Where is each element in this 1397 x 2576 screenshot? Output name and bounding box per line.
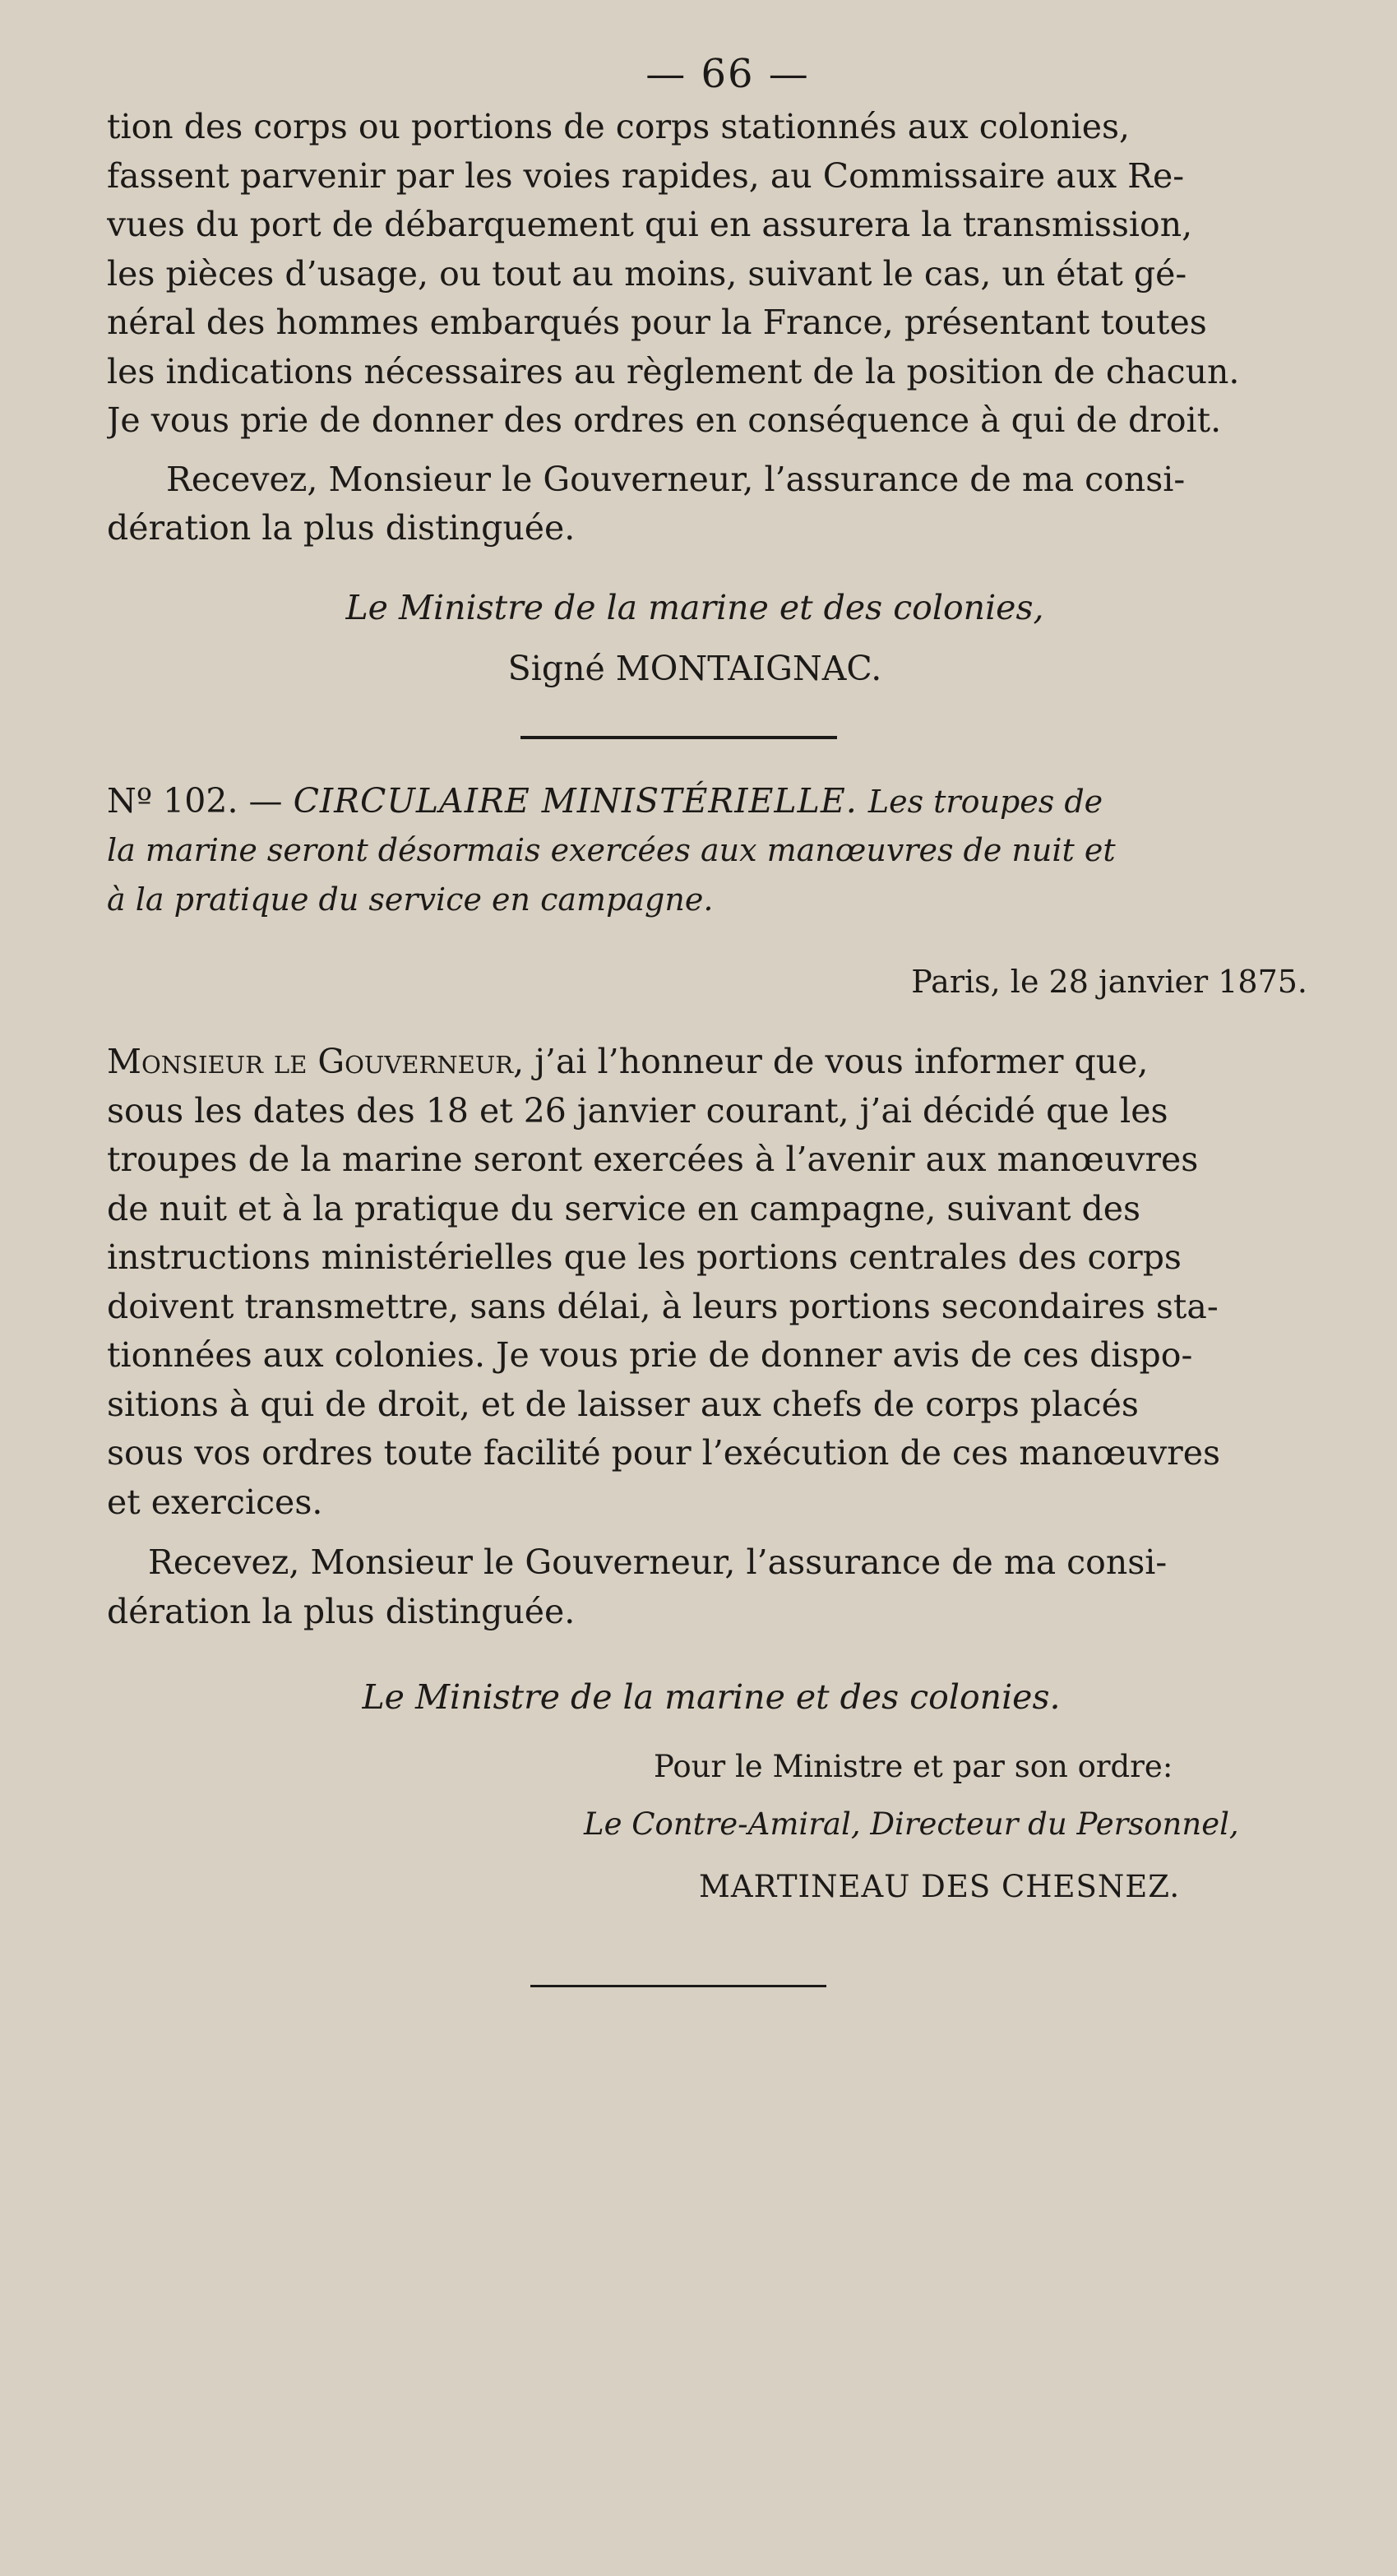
page-number: — 66 — bbox=[645, 51, 810, 97]
text-line: dération la plus distinguée. bbox=[107, 1591, 576, 1631]
dateline: Paris, le 28 janvier 1875. bbox=[911, 964, 1307, 1000]
text-line: néral des hommes embarqués pour la France, présentant toutes bbox=[107, 303, 1207, 342]
text-line: fassent parvenir par les voies rapides, au Commissaire aux Re- bbox=[107, 155, 1185, 196]
signature-order: Pour le Ministre et par son ordre: bbox=[654, 1749, 1173, 1784]
text-line: tion des corps ou portions de corps stationnés aux colonies, bbox=[107, 107, 1131, 146]
closing-paragraph bbox=[107, 1538, 1348, 1636]
signature-rank: Le Contre-Amiral, Directeur du Personnel, bbox=[584, 1806, 1239, 1842]
text-line: sous les dates des 18 et 26 janvier courant, j’ai décidé que les bbox=[107, 1090, 1168, 1131]
text-line: Je vous prie de donner des ordres en conséquence à qui de droit. bbox=[107, 400, 1222, 440]
text-line: Recevez, Monsieur le Gouverneur, l’assurance de ma consi- bbox=[166, 459, 1186, 499]
summary-line: à la pratique du service en campagne. bbox=[107, 881, 714, 918]
text-line: les indications nécessaires au règlement de la position de chacun. bbox=[107, 351, 1240, 391]
document-page bbox=[107, 45, 1348, 1987]
text-line: j’ai l’honneur de vous informer que, bbox=[534, 1042, 1149, 1081]
section-divider bbox=[530, 1985, 826, 1987]
text-line: sitions à qui de droit, et de laisser aux chefs de corps placés bbox=[107, 1384, 1139, 1424]
salutation: Monsieur le Gouverneur, bbox=[107, 1042, 525, 1081]
text-line: et exercices. bbox=[107, 1482, 323, 1522]
text-line: tionnées aux colonies. Je vous prie de donner avis de ces dispo- bbox=[107, 1335, 1193, 1375]
circular-number: Nº 102. — bbox=[107, 780, 283, 821]
text-line: Recevez, Monsieur le Gouverneur, l’assurance de ma consi- bbox=[148, 1542, 1168, 1582]
closing-paragraph bbox=[107, 456, 1348, 553]
continuation-paragraph bbox=[107, 103, 1348, 446]
text-line: vues du port de débarquement qui en assurera la transmission, bbox=[107, 205, 1193, 244]
signature-name: Signé MONTAIGNAC. bbox=[507, 648, 882, 688]
text-line: de nuit et à la pratique du service en campagne, suivant des bbox=[107, 1188, 1141, 1228]
text-line: instructions ministérielles que les portions centrales des corps bbox=[107, 1237, 1182, 1277]
signature-title: Le Ministre de la marine et des colonies. bbox=[362, 1677, 1061, 1717]
text-line: les pièces d’usage, ou tout au moins, suivant le cas, un état gé- bbox=[107, 253, 1187, 294]
circular-body bbox=[107, 1038, 1348, 1527]
signature-title: Le Ministre de la marine et des colonies, bbox=[345, 587, 1044, 627]
summary-line: Les troupes de bbox=[867, 783, 1103, 820]
section-divider bbox=[520, 736, 837, 739]
text-line: doivent transmettre, sans délai, à leurs portions secondaires sta- bbox=[107, 1286, 1219, 1326]
text-line: dération la plus distinguée. bbox=[107, 508, 576, 548]
circular-heading bbox=[107, 777, 1348, 925]
summary-line: la marine seront désormais exercées aux manœuvres de nuit et bbox=[107, 832, 1116, 868]
circular-title: CIRCULAIRE MINISTÉRIELLE. bbox=[293, 780, 858, 821]
text-line: troupes de la marine seront exercées à l’avenir aux manœuvres bbox=[107, 1140, 1199, 1179]
signature-name: MARTINEAU DES CHESNEZ. bbox=[699, 1869, 1181, 1904]
text-line: sous vos ordres toute facilité pour l’exécution de ces manœuvres bbox=[107, 1433, 1221, 1473]
